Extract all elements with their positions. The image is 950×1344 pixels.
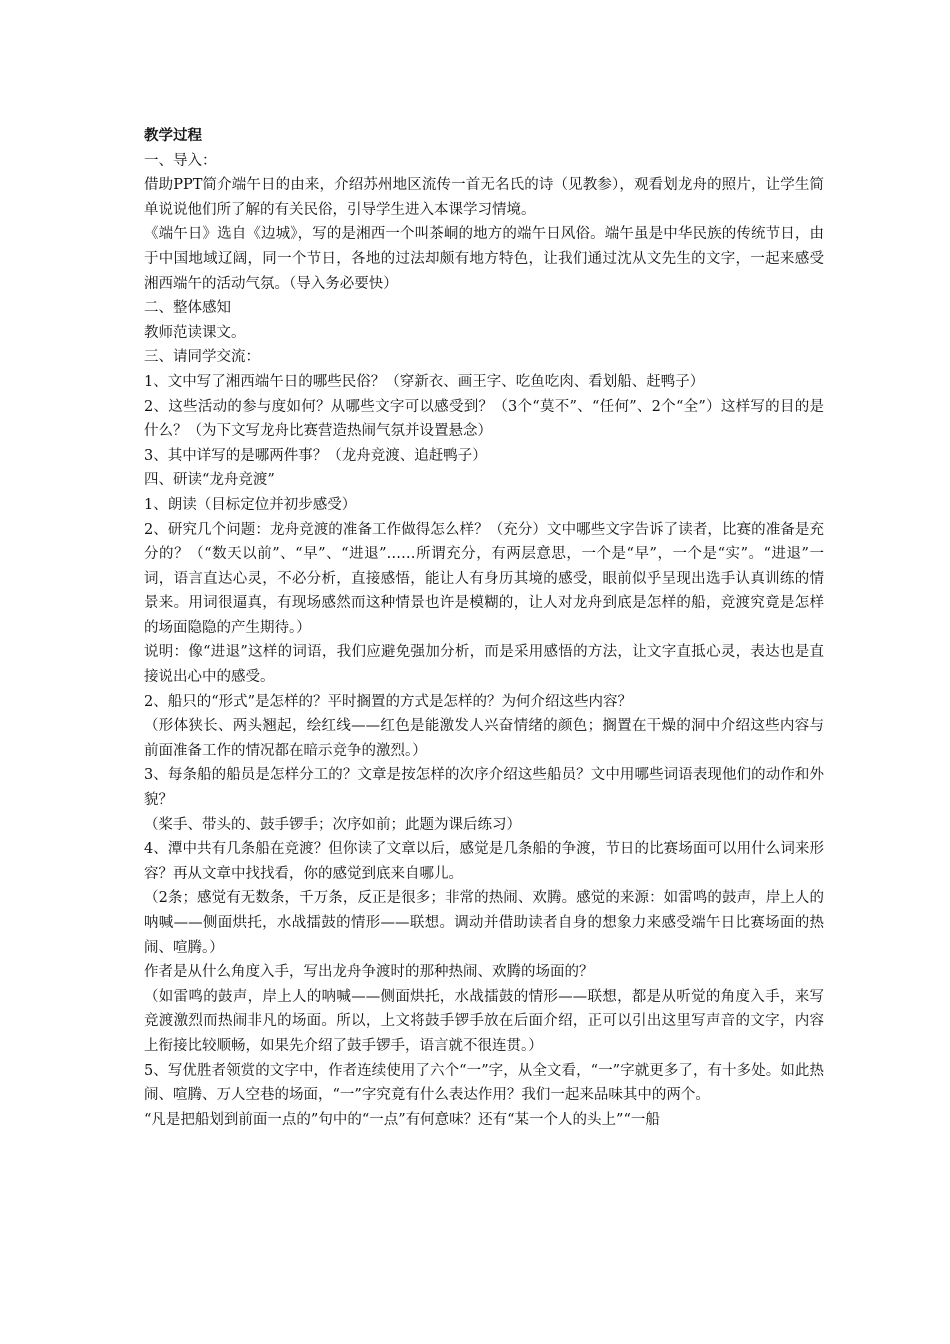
- answer: （如雷鸣的鼓声，岸上人的呐喊——侧面烘托，水战擂鼓的情形——联想，都是从听觉的角度入手，来写竞渡激烈而热闹非凡的场面。所以，上文将鼓手锣手放在后面介绍，正可以引出这里写声音的文字，内容上衔接比较顺畅，如果先介绍了鼓手锣手，语言就不很连贯。）: [144, 988, 824, 1054]
- section-heading: 二、整体感知: [144, 300, 231, 317]
- document-body: [144, 124, 824, 1132]
- section-heading: 四、研读“龙舟竞渡”: [144, 472, 275, 489]
- question: 4、潭中共有几条船在竞渡？但你读了文章以后，感觉是几条船的争渡，节日的比赛场面可以用什么词来形容？再从文章中找找看，你的感觉到底来自哪儿。: [144, 841, 824, 882]
- answer: （桨手、带头的、鼓手锣手；次序如前；此题为课后练习）: [144, 816, 521, 833]
- note: 说明：像“进退”这样的词语，我们应避免强加分析，而是采用感悟的方法，让文字直抵心灵，表达也是直接说出心中的感受。: [144, 644, 824, 686]
- section-heading: 三、请同学交流：: [144, 349, 260, 366]
- question: 2、研究几个问题：龙舟竞渡的准备工作做得怎么样？（充分）文中哪些文字告诉了读者，比赛的准备是充分的？（“数天以前”、“早”、“进退”……所谓充分，有两层意思，一个是“早”，一个是“实”。“进退”一词，语言直达心灵，不必分析，直接感悟，能让人有身历其境的感受，眼前似乎呈现出选手认真训练的情景来。用词很逼真，有现场感然而这种情景也许是模糊的，让人对龙舟到底是怎样的船，竞渡究竟是怎样的场面隐隐的产生期待。）: [144, 521, 824, 636]
- question: “凡是把船划到前面一点的”句中的“一点”有何意味？还有“某一个人的头上”“一船: [144, 1111, 660, 1128]
- answer: （2条；感觉有无数条，千万条，反正是很多；非常的热闹、欢腾。感觉的来源：如雷鸣的鼓声，岸上人的呐喊——侧面烘托，水战擂鼓的情形——联想。调动并借助读者自身的想象力来感受端午日比赛场面的热闹、喧腾。）: [144, 890, 824, 956]
- question: 作者是从什么角度入手，写出龙舟争渡时的那种热闹、欢腾的场面的？: [144, 964, 594, 981]
- question: 3、每条船的船员是怎样分工的？文章是按怎样的次序介绍这些船员？文中用哪些词语表现他们的动作和外貌？: [144, 767, 824, 809]
- question: 5、写优胜者领赏的文字中，作者连续使用了六个“一”字，从全文看，“一”字就更多了，有十多处。如此热闹、喧腾、万人空巷的场面，“一”字究竟有什么表达作用？我们一起来品味其中的两个。: [144, 1062, 824, 1104]
- question: 2、这些活动的参与度如何？从哪些文字可以感受到？（3个“莫不”、“任何”、2个“全”）这样写的目的是什么？（为下文写龙舟比赛营造热闹气氛并设置悬念）: [144, 398, 824, 440]
- question: 1、朗读（目标定位并初步感受）: [144, 496, 357, 513]
- document-title: 教学过程: [144, 127, 202, 144]
- question: 2、船只的“形式”是怎样的？平时搁置的方式是怎样的？为何介绍这些内容？: [144, 693, 633, 710]
- paragraph: 教师范读课文。: [144, 324, 246, 341]
- question: 3、其中详写的是哪两件事？（龙舟竞渡、追赶鸭子）: [144, 447, 487, 464]
- answer: （形体狭长、两头翘起，绘红线——红色是能激发人兴奋情绪的颜色；搁置在干燥的洞中介绍这些内容与前面准备工作的情况都在暗示竞争的激烈。）: [144, 718, 824, 759]
- section-heading: 一、导入：: [144, 152, 217, 169]
- question: 1、文中写了湘西端午日的哪些民俗？（穿新衣、画王字、吃鱼吃肉、看划船、赶鸭子）: [144, 373, 705, 390]
- paragraph: 《端午日》选自《边城》，写的是湘西一个叫茶峒的地方的端午日风俗。端午虽是中华民族的传统节日，由于中国地域辽阔，同一个节日，各地的过法却颇有地方特色，让我们通过沈从文先生的文字，一起来感受湘西端午的活动气氛。（导入务必要快）: [144, 226, 824, 292]
- paragraph: 借助PPT简介端午日的由来，介绍苏州地区流传一首无名氏的诗（见教参），观看划龙舟的照片，让学生简单说说他们所了解的有关民俗，引导学生进入本课学习情境。: [144, 177, 824, 218]
